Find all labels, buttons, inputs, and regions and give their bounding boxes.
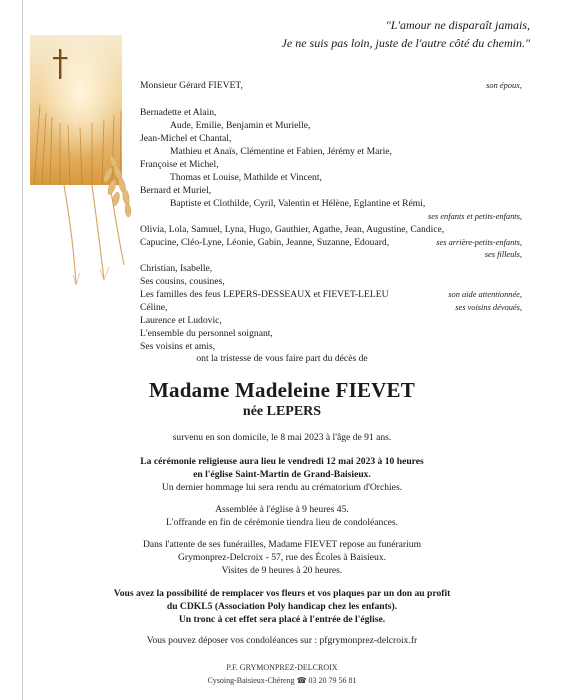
- funerarium-line: Grymonprez-Delcroix - 57, rue des Écoles à Baisieux.: [177, 552, 387, 563]
- footer-company: P.F. GRYMONPREZ-DELCROIX: [226, 663, 338, 672]
- footer-phone: 03 20 79 56 81: [308, 676, 357, 685]
- footer-address: Cysoing-Baisieux-Chéreng: [207, 676, 295, 685]
- family-line: Jean-Michel et Chantal,: [140, 133, 232, 144]
- family-line: Françoise et Michel,: [140, 159, 219, 170]
- assembly-line: L'offrande en fin de cérémonie tiendra lieu de condoléances.: [166, 517, 398, 528]
- ceremony-line: Un dernier hommage lui sera rendu au crématorium d'Orchies.: [161, 482, 403, 493]
- announcement: ont la tristesse de vous faire part du décès de: [196, 353, 368, 364]
- relation-label: ses arrière-petits-enfants,: [436, 238, 522, 247]
- relation-label: ses filleuls,: [484, 250, 522, 259]
- family-line: Thomas et Louise, Mathilde et Vincent,: [170, 172, 322, 183]
- ceremony-line: en l'église Saint-Martin de Grand-Baisieux.: [193, 469, 371, 480]
- quote-line-1: "L'amour ne disparaît jamais,: [385, 18, 530, 32]
- donation-line: du CDKL5 (Association Poly handicap chez les enfants).: [166, 601, 398, 612]
- footer-contact: [0, 676, 564, 685]
- maiden-name: née LEPERS: [242, 404, 322, 419]
- family-line: Baptiste et Clothilde, Cyril, Valentin et Hélène, Eglantine et Rémi,: [170, 198, 426, 209]
- family-line: Laurence et Ludovic,: [140, 315, 222, 326]
- deceased-name: Madame Madeleine FIEVET: [149, 378, 415, 402]
- donation-line: Un tronc à cet effet sera placé à l'entrée de l'église.: [178, 614, 386, 625]
- family-line: Ses voisins et amis,: [140, 341, 216, 352]
- relation-label: son aide attentionnée,: [448, 290, 522, 299]
- family-line: Olivia, Lola, Samuel, Lyna, Hugo, Gauthier, Agathe, Jean, Augustine, Candice,: [140, 224, 445, 235]
- family-line: Mathieu et Anaïs, Clémentine et Fabien, Jérémy et Marie,: [170, 146, 392, 157]
- phone-icon: ☎: [296, 676, 309, 685]
- funerarium-line: Dans l'attente de ses funérailles, Madame FIEVET repose au funérarium: [142, 539, 422, 550]
- family-line: Monsieur Gérard FIEVET,: [140, 80, 243, 91]
- family-line: Capucine, Cléo-Lyne, Léonie, Gabin, Jeanne, Suzanne, Edouard,: [140, 237, 390, 248]
- assembly-line: Assemblée à l'église à 9 heures 45.: [215, 504, 349, 515]
- relation-label: ses voisins dévoués,: [455, 303, 522, 312]
- relation-label: son époux,: [486, 81, 522, 90]
- family-line: Céline,: [140, 302, 168, 313]
- donation-line: Vous avez la possibilité de remplacer vos fleurs et vos plaques par un don au profit: [113, 588, 451, 599]
- family-line: L'ensemble du personnel soignant,: [140, 328, 273, 339]
- family-line: Aude, Emilie, Benjamin et Murielle,: [170, 120, 311, 131]
- death-notice: survenu en son domicile, le 8 mai 2023 à l'âge de 91 ans.: [172, 432, 392, 443]
- family-line: Bernard et Muriel,: [140, 185, 212, 196]
- family-line: Christian, Isabelle,: [140, 263, 213, 274]
- funerarium-line: Visites de 9 heures à 20 heures.: [221, 565, 343, 576]
- condolences-line: Vous pouvez déposer vos condoléances sur : pfgrymonprez-delcroix.fr: [146, 635, 418, 646]
- ceremony-line: La cérémonie religieuse aura lieu le vendredi 12 mai 2023 à 10 heures: [140, 456, 424, 467]
- family-line: Ses cousins, cousines,: [140, 276, 225, 287]
- relation-label: ses enfants et petits-enfants,: [428, 212, 522, 221]
- family-line: Les familles des feus LEPERS-DESSEAUX et FIEVET-LELEU: [140, 289, 389, 300]
- wheat-cross-illustration: [30, 35, 134, 290]
- quote-line-2: Je ne suis pas loin, juste de l'autre côté du chemin.": [281, 36, 530, 50]
- family-line: Bernadette et Alain,: [140, 107, 217, 118]
